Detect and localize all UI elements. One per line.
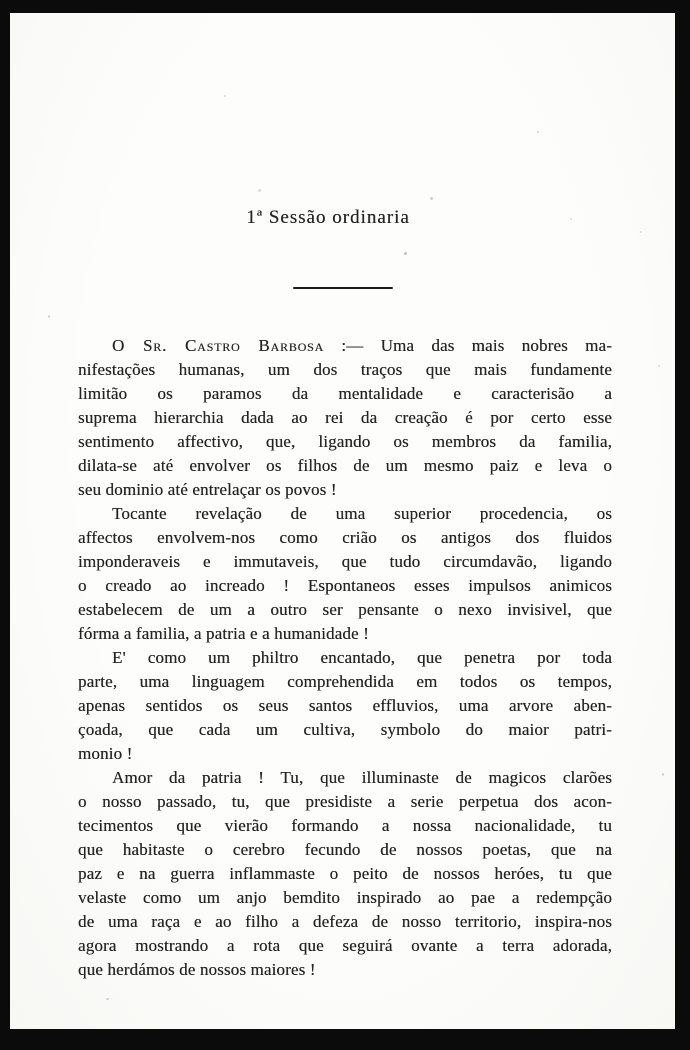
text-line: de uma raça e ao filho a defeza de nosso territorio, inspira-nos <box>78 912 612 931</box>
page-title: 1ª Sessão ordinaria <box>246 207 410 228</box>
text-line: agora mostrando a rota que seguirá ovante a terra adorada, <box>78 936 612 955</box>
speaker-name: O Sr. Castro Barbosa <box>112 336 325 355</box>
text-line: Amor da patria ! Tu, que illuminaste de magicos clarões <box>112 768 612 787</box>
scan-speck <box>640 231 642 233</box>
text-line: apenas sentidos os seus santos effluvios, uma arvore aben- <box>78 696 612 715</box>
speaker-separator: :— <box>324 336 381 355</box>
text-line: seu dominio até entrelaçar os povos ! <box>78 480 337 499</box>
scan-speck <box>570 218 572 220</box>
text-line: nifestações humanas, um dos traços que mais fundamente <box>78 360 612 379</box>
text-line: Tocante revelação de uma superior procedencia, os <box>112 504 612 523</box>
text-line: affectos envolvem-nos como crião os antigos dos fluidos <box>78 528 612 547</box>
text-line: tecimentos que vierão formando a nossa nacionalidade, tu <box>78 816 612 835</box>
text-line: que habitaste o cerebro fecundo de nossos poetas, que na <box>78 840 612 859</box>
scan-speck <box>106 998 109 1000</box>
scan-speck <box>224 95 226 97</box>
scan-speck <box>430 197 433 200</box>
scan-speck <box>662 773 664 776</box>
text-line: parte, uma linguagem comprehendida em todos os tempos, <box>78 672 612 691</box>
text-line: estabelecem de um a outro ser pensante o nexo invisivel, que <box>78 600 612 619</box>
text-line: sentimento affectivo, que, ligando os membros da familia, <box>78 432 612 451</box>
text-line: suprema hierarchia dada ao rei da creação é por certo esse <box>78 408 612 427</box>
scan-speck <box>48 315 50 318</box>
scan-speck <box>537 131 539 133</box>
text-line: o nosso passado, tu, que presidiste a serie perpetua dos acon- <box>78 792 612 811</box>
text-line: fórma a familia, a patria e a humanidade ! <box>78 624 369 643</box>
scan-speck <box>510 943 512 945</box>
scan-speck <box>658 365 660 367</box>
text-line: paz e na guerra inflammaste o peito de nossos heróes, tu que <box>78 864 612 883</box>
scan-speck <box>258 189 261 192</box>
text-line: imponderaveis e immutaveis, que tudo circumdavão, ligando <box>78 552 612 571</box>
text-line: velaste como um anjo bemdito inspirado ao pae a redempção <box>78 888 612 907</box>
book-page <box>10 13 675 1029</box>
text-line: limitão os paramos da mentalidade e caracterisão a <box>78 384 612 403</box>
line-text: Uma das mais nobres ma- <box>380 336 613 355</box>
text-line: o creado ao increado ! Espontaneos esses impulsos animicos <box>78 576 612 595</box>
text-line: çoada, que cada um cultiva, symbolo do maior patri- <box>78 720 612 739</box>
speech-text <box>78 334 612 982</box>
text-line: E' como um philtro encantado, que penetra por toda <box>112 648 612 667</box>
text-line <box>78 334 612 358</box>
text-line: que herdámos de nossos maiores ! <box>78 960 316 979</box>
text-line: monio ! <box>78 744 133 763</box>
section-divider <box>293 287 393 289</box>
scan-speck <box>404 252 407 255</box>
text-line: dilata-se até envolver os filhos de um mesmo paiz e leva o <box>78 456 612 475</box>
